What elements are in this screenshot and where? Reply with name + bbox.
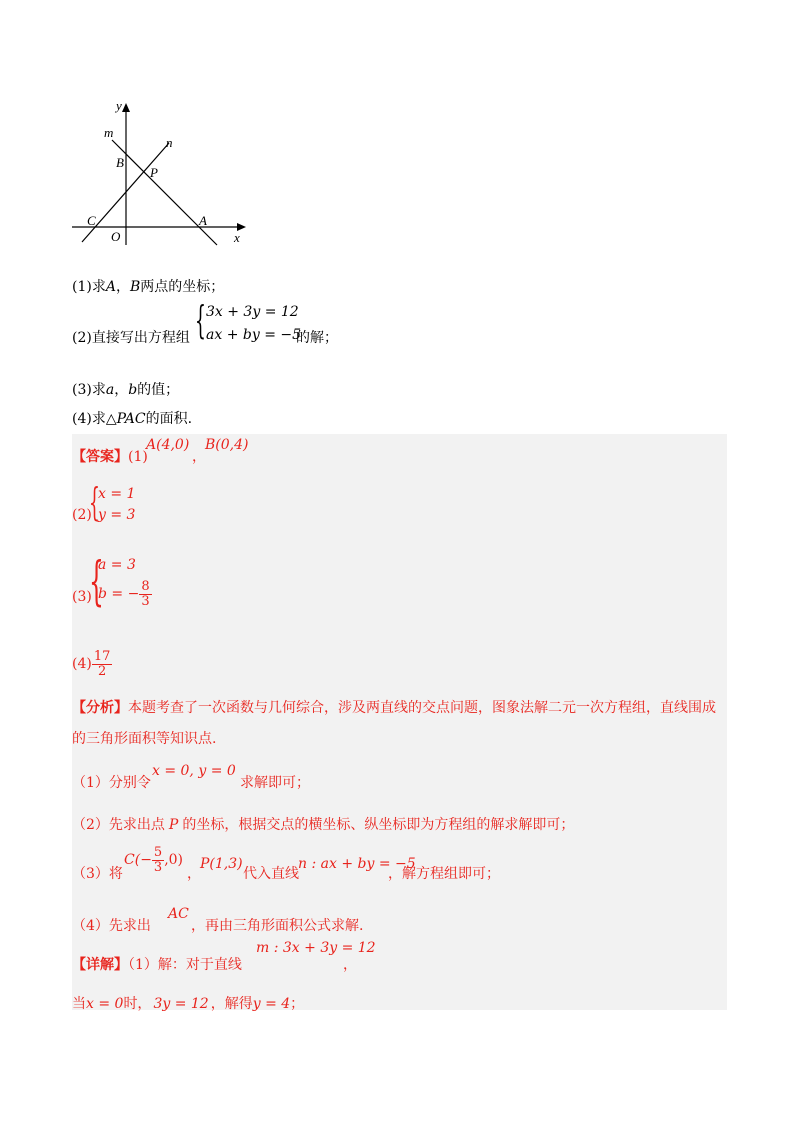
answer-1: 【答案】(1) [72,449,148,465]
detail-line-2: 当x = 0时， 3y = 12 ，解得y = 4； [72,996,305,1012]
analysis-step-3-suffix: ，解方程组即可； [388,866,500,882]
detail-line-1-math: m : 3x + 3y = 12 [256,940,376,956]
coordinate-figure [70,95,260,250]
label-B: B [116,155,124,170]
answer-1-sep: ， [192,449,206,465]
analysis-line-2: 的三角形面积等知识点. [72,731,217,747]
analysis-step-3-P: P(1,3) [200,856,243,872]
q2-suffix: 的解； [296,330,338,346]
question-1: (1)求A，B两点的坐标； [72,279,225,295]
analysis-step-3-C: C(− $\frac{5}{3}$ ,0) [124,845,184,875]
answer-3-eq1: a = 3 [98,557,136,573]
label-m: m [104,125,114,140]
answer-2-brace: { [89,480,100,524]
analysis-line-1: 【分析】本题考查了一次函数与几何综合，涉及两直线的交点问题，图象法解二元一次方程组，直线围成 [72,700,716,716]
q2-eq2: ax + by = −5 [206,327,302,343]
label-x: x [234,230,240,245]
label-n: n [166,135,173,150]
question-2: (2)直接写出方程组 [72,330,190,346]
analysis-step-4: （4）先求出 [72,918,151,934]
analysis-step-3-line: n : ax + by = −5 [298,856,416,872]
q2-brace: { [195,298,206,342]
answer-2-label: (2) [72,507,92,523]
label-A: A [199,213,207,228]
label-P: P [150,165,158,180]
answer-3-eq2: b = − $\frac{8}{3}$ [98,579,150,609]
analysis-step-3: （3）将 [72,866,123,882]
answer-2-eq1: x = 1 [98,486,136,502]
analysis-step-1-math: x = 0, y = 0 [152,763,236,779]
answer-2-eq2: y = 3 [98,507,136,523]
analysis-step-4-suffix: ，再由三角形面积公式求解. [191,918,364,934]
y-axis-arrow [122,103,130,112]
label-O: O [111,229,121,244]
answer-4: (4) $\frac{17}{2}$ [72,649,111,679]
detail-line-1-suffix: ， [343,957,357,973]
line-m [112,140,217,245]
answer-3-brace: { [89,552,104,612]
analysis-step-3-sep: ， [187,866,201,882]
label-C: C [87,213,96,228]
analysis-step-3-mid: 代入直线 [243,866,299,882]
analysis-step-1: （1）分别令 [72,775,151,791]
solution-panel [72,434,727,1010]
analysis-step-4-AC: AC [168,906,189,922]
question-4: (4)求△PAC的面积. [72,411,193,427]
label-y: y [116,98,122,113]
answer-3-label: (3) [72,589,92,605]
question-3: (3)求a，b的值； [72,382,180,398]
analysis-step-2: （2）先求出点 P 的坐标，根据交点的横坐标、纵坐标即为方程组的解求解即可； [72,817,575,833]
answer-1-B: B(0,4) [205,437,249,453]
detail-line-1: 【详解】（1）解：对于直线 [72,957,242,973]
answer-1-A: A(4,0) [146,437,190,453]
q2-eq1: 3x + 3y = 12 [206,304,299,320]
analysis-step-1-suffix: 求解即可； [240,775,310,791]
